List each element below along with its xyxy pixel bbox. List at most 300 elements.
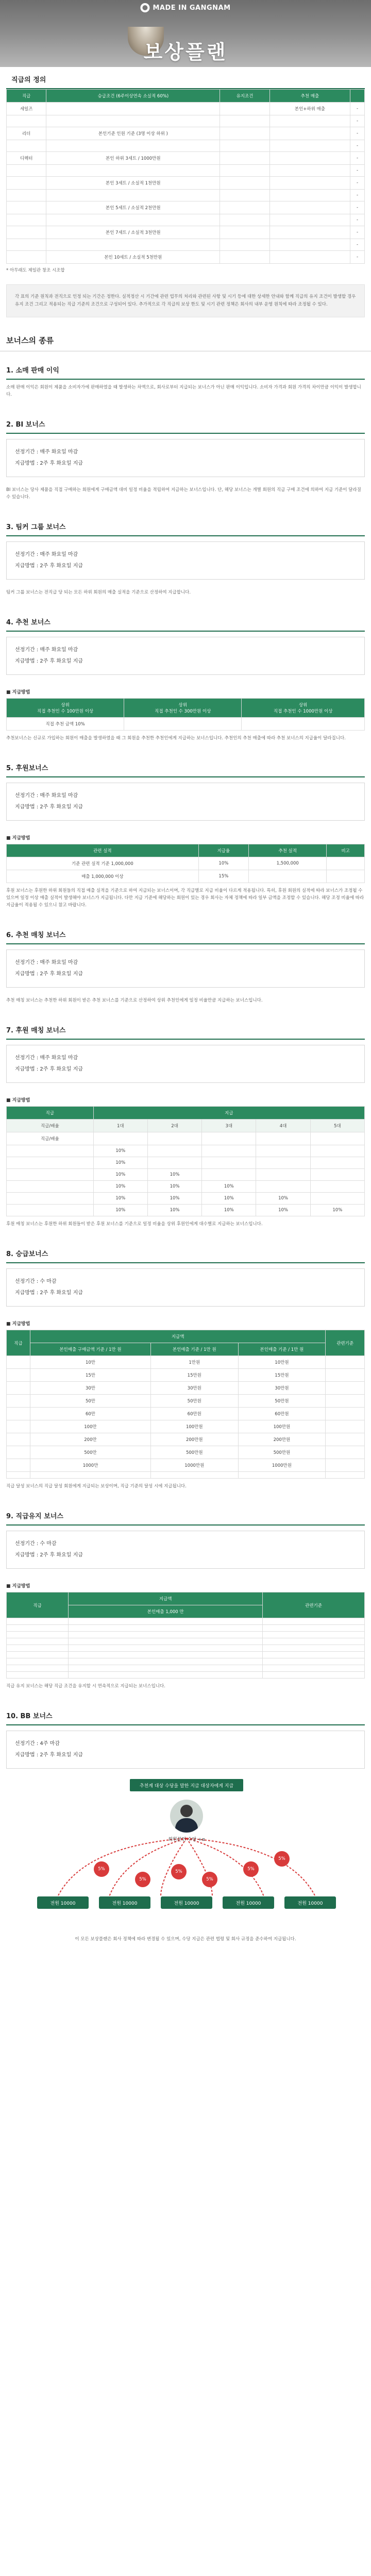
bonus2-cond-1: 선정기간 : 매주 화요일 마감 [15, 449, 78, 455]
keep-desc: 직급 유지 보너스는 해당 직급 조건을 유지할 시 연속적으로 지급되는 보너스입니다. [6, 1684, 165, 1689]
keep-cell [69, 1638, 263, 1645]
pct-badge-5: 5% [243, 1861, 259, 1877]
table-row [7, 152, 365, 165]
keep-cell [263, 1658, 365, 1665]
bonus4-conditions [6, 637, 365, 675]
match-col-3: 3대 [202, 1120, 256, 1132]
rank-cell [220, 239, 269, 251]
bonus4-title: 4. 추천 보너스 [6, 619, 50, 626]
referral-cell [242, 718, 365, 731]
table-row [7, 1652, 365, 1658]
promo-cell: 60만원 [150, 1408, 238, 1420]
promo-cell: 10만 [30, 1356, 151, 1369]
bonus5-cond-1: 선정기간 : 매주 화요일 마감 [15, 793, 78, 799]
table-row [7, 239, 365, 251]
table-row [7, 1618, 365, 1625]
bonus6-title: 6. 추천 매칭 보너스 [6, 931, 66, 939]
rank-cell: - [350, 165, 365, 177]
promo-cell [326, 1472, 365, 1479]
keep-cell [69, 1672, 263, 1679]
rank-note: * 아무래도 제일관 창조 시조합 [6, 268, 65, 273]
match-group-2: 지급 [93, 1107, 364, 1120]
sponsor-col-3: 비고 [327, 844, 365, 857]
promo-cell: 15만원 [238, 1369, 326, 1382]
rank-col-4 [350, 90, 365, 103]
referral-table-head: ■ 지급방법 [6, 690, 30, 695]
table-row [7, 857, 365, 870]
promo-cell [326, 1459, 365, 1472]
diagram-node-1: 전원 10000 [37, 1896, 89, 1909]
match-cell [147, 1145, 201, 1157]
table-row [7, 1459, 365, 1472]
rank-cell [269, 177, 350, 190]
match-cell [7, 1181, 94, 1193]
keep-cell [7, 1625, 69, 1632]
match-cell: 10% [256, 1193, 310, 1205]
promo-cell: 50만 [30, 1395, 151, 1408]
keep-cell [263, 1618, 365, 1625]
promo-cell [326, 1382, 365, 1395]
rank-cell: 본인+하위 매출 [269, 103, 350, 115]
bonus5-divider [6, 776, 365, 777]
promo-cell: 30만원 [150, 1382, 238, 1395]
promo-cell [7, 1356, 30, 1369]
bonus2-cond-2: 지급방법 : 2주 후 화요일 지급 [15, 461, 83, 466]
bonus10-title: 10. BB 보너스 [6, 1713, 53, 1720]
promo-col-basis: 관련기준 [326, 1330, 365, 1356]
rank-col-1: 승급조건 (6주이상연속 소실적 60%) [46, 90, 220, 103]
rank-cell: - [350, 127, 365, 140]
promo-cell: 15만원 [150, 1369, 238, 1382]
match-cell: 10% [93, 1145, 147, 1157]
promo-group-label: 지급액 [30, 1330, 326, 1343]
rank-cell [220, 152, 269, 165]
match-cell: 10% [202, 1181, 256, 1193]
keep-cell [69, 1632, 263, 1638]
keep-cell [263, 1645, 365, 1652]
promo-cell: 60만원 [238, 1408, 326, 1420]
table-row [7, 1420, 365, 1433]
rank-cell [7, 214, 46, 226]
keep-sub-label: 본인매출 1,000 만 [69, 1605, 263, 1618]
bonus9-title: 9. 직급유지 보너스 [6, 1513, 63, 1520]
keep-cell [263, 1652, 365, 1658]
promo-cell: 1000만 [30, 1459, 151, 1472]
promo-cell: 100만 [30, 1420, 151, 1433]
table-row [7, 165, 365, 177]
member-avatar [170, 1800, 203, 1833]
match-cell: 10% [93, 1205, 147, 1216]
sponsor-table [6, 844, 365, 883]
table-row [7, 1408, 365, 1420]
promo-cell [326, 1420, 365, 1433]
rank-cell: 본인 3세트 / 소실적 1천만원 [46, 177, 220, 190]
match-cell [310, 1181, 364, 1193]
bonus4-cond-1: 선정기간 : 매주 화요일 마감 [15, 647, 78, 653]
keep-table [6, 1592, 365, 1679]
rank-cell [269, 190, 350, 201]
bonus3-cond-2: 지급방법 : 2주 후 화요일 지급 [15, 563, 83, 569]
match-cell [310, 1193, 364, 1205]
promo-cell: 100만원 [238, 1420, 326, 1433]
match-col-0: 직급/배율 [7, 1120, 94, 1132]
rank-cell: 본인 7세트 / 소실적 3천만원 [46, 226, 220, 239]
match-col-1: 1대 [93, 1120, 147, 1132]
match-cell: 10% [93, 1169, 147, 1181]
bonus10-divider [6, 1724, 365, 1725]
match-cell [7, 1205, 94, 1216]
promo-cell: 10만원 [238, 1356, 326, 1369]
keep-table-head: ■ 지급방법 [6, 1584, 30, 1589]
rank-cell [220, 226, 269, 239]
bonus3-conditions [6, 541, 365, 580]
promo-cell: 50만원 [150, 1395, 238, 1408]
keep-cell [263, 1672, 365, 1679]
promo-cell: 200만 [30, 1433, 151, 1446]
rank-cell: - [350, 152, 365, 165]
table-row [7, 190, 365, 201]
bonus9-cond-2: 지급방법 : 2주 후 화요일 지급 [15, 1552, 83, 1558]
sponsor-cell: 10% [198, 857, 248, 870]
rank-cell [220, 177, 269, 190]
keep-cell [7, 1618, 69, 1625]
sponsor-cell: 15% [198, 870, 248, 883]
table-row [7, 1132, 365, 1145]
promo-col-3: 본인매출 기준 / 1만 원 [238, 1343, 326, 1356]
rank-cell [220, 251, 269, 264]
referral-col-1: 상위 직접 추천인 수 300만원 이상 [124, 699, 242, 718]
bb-bonus-diagram [6, 1774, 365, 1928]
keep-cell [69, 1652, 263, 1658]
table-row [7, 1472, 365, 1479]
page-title: 보상플랜 [143, 41, 228, 63]
rank-cell [7, 140, 46, 152]
match-cell [147, 1157, 201, 1169]
brand-logo-icon [140, 3, 149, 12]
rank-cell [46, 239, 220, 251]
bonus8-cond-1: 선정기간 : 수 마감 [15, 1279, 57, 1284]
bonus7-cond-2: 지급방법 : 2주 후 화요일 지급 [15, 1066, 83, 1072]
match-cell [310, 1157, 364, 1169]
bonus9-cond-1: 선정기간 : 수 마감 [15, 1541, 57, 1547]
table-row [7, 1193, 365, 1205]
promo-cell: 30만 [30, 1382, 151, 1395]
bonus6-cond-1: 선정기간 : 매주 화요일 마감 [15, 960, 78, 965]
diagram-center-label: 회원본인 수당 +α [168, 1837, 205, 1842]
match-col-4: 4대 [256, 1120, 310, 1132]
table-row [7, 226, 365, 239]
bonus1-desc: 소매 판매 이익은 회원이 제품을 소비자가에 판매하였을 때 발생하는 차액으로, 회사로부터 지급되는 보너스가 아닌 판매 이익입니다. 소비자 가격과 회원 가격의 차이만큼 이익이 발생합니다. [6, 385, 361, 397]
table-row [7, 140, 365, 152]
rank-table [6, 89, 365, 264]
pct-badge-6: 5% [274, 1851, 290, 1867]
pct-badge-3: 5% [171, 1864, 187, 1879]
match-desc: 후원 매칭 보너스는 후원한 하위 회원들이 받은 후원 보너스를 기준으로 일정 비율을 상위 후원인에게 대수별로 지급하는 보너스입니다. [6, 1222, 263, 1227]
keep-group-label: 지급액 [69, 1592, 263, 1605]
table-row [7, 718, 365, 731]
match-col-row [7, 1120, 365, 1132]
bonus10-cond-2: 지급방법 : 2주 후 화요일 지급 [15, 1752, 83, 1758]
table-row [7, 1169, 365, 1181]
bonus2-divider [6, 433, 365, 434]
bonus6-cond-2: 지급방법 : 2주 후 화요일 지급 [15, 971, 83, 977]
rank-cell: - [350, 177, 365, 190]
rank-cell [7, 190, 46, 201]
promo-cell: 1000만원 [150, 1459, 238, 1472]
brand-name: MADE IN GANGNAM [153, 4, 231, 12]
table-row [7, 251, 365, 264]
rank-cell [220, 214, 269, 226]
rank-cell: - [350, 226, 365, 239]
table-row [7, 1658, 365, 1665]
referral-desc: 추천보너스는 신규로 가입하는 회원이 매출을 발생하였을 때 그 회원을 추천한 추천인에게 지급하는 보너스입니다. 추천인의 추천 매출에 따라 추천 보너스의 지급율이 달라집니다. [6, 736, 346, 741]
match-cell: 직급/배율 [7, 1132, 94, 1145]
rank-cell [220, 103, 269, 115]
keep-cell [69, 1625, 263, 1632]
bonus8-title: 8. 승급보너스 [6, 1250, 48, 1258]
rank-cell [269, 140, 350, 152]
table-row [7, 177, 365, 190]
bonus5-conditions [6, 783, 365, 821]
keep-col-rank: 직급 [7, 1592, 69, 1618]
referral-cell [124, 718, 242, 731]
match-cell: 10% [147, 1181, 201, 1193]
rank-cell: 본인 하위 3세트 / 1000만원 [46, 152, 220, 165]
bonus2-desc: BI 보너스는 당사 제품을 직접 구매하는 회원에게 구매금액 대비 일정 비율을 적립하여 지급하는 보너스입니다. 단, 해당 보너스는 개별 회원의 직급 구매 조건에 의하여 지급 기준이 달라질 수 있습니다. [6, 487, 361, 500]
rank-cell [269, 251, 350, 264]
pct-badge-1: 5% [94, 1861, 109, 1877]
diagram-banner: 추천계 대상 수당을 말한 지급 대상자에게 지급 [130, 1779, 243, 1791]
promo-cell: 500만 [30, 1446, 151, 1459]
rank-cell: 본인 5세트 / 소실적 2천만원 [46, 201, 220, 214]
rank-cell: 디렉터 [7, 152, 46, 165]
match-cell [256, 1157, 310, 1169]
match-cell: 10% [147, 1193, 201, 1205]
promo-cell [30, 1472, 151, 1479]
rank-cell: - [350, 214, 365, 226]
diagram-node-4: 전원 10000 [223, 1896, 274, 1909]
rank-cell [46, 214, 220, 226]
bonus1-title: 1. 소매 판매 이익 [6, 367, 59, 375]
referral-col-2: 상위 직접 추천인 수 1000만원 이상 [242, 699, 365, 718]
rank-cell [269, 127, 350, 140]
table-row [7, 1356, 365, 1369]
keep-cell [263, 1665, 365, 1672]
rank-cell [7, 251, 46, 264]
table-row [7, 1638, 365, 1645]
promo-cell: 50만원 [238, 1395, 326, 1408]
keep-col-basis: 관련기준 [263, 1592, 365, 1618]
bonus7-title: 7. 후원 매칭 보너스 [6, 1027, 66, 1035]
promo-cell [7, 1420, 30, 1433]
promo-cell: 200만원 [150, 1433, 238, 1446]
pct-badge-4: 5% [202, 1872, 217, 1887]
promo-cell [7, 1408, 30, 1420]
table-row [7, 103, 365, 115]
info-panel: 각 표의 기준 원칙과 전직으로 인정 되는 기간은 정한다. 실적정산 시 기간에 관련 업무의 처리와 관련된 사항 및 시기 등에 대한 상세한 안내와 함께 직급의 유지 조건이 발생할 경우 유지 조건 그리고 적용되는 직급 기준의 조건으로 구성되어 있다. 추가적으로 각 직급의 보상 한도 및 시기 관련 정책은 회사의 내부 운영 원칙에 따라 조정될 수 있다. [6, 284, 365, 317]
bonus5-cond-2: 지급방법 : 2주 후 화요일 지급 [15, 804, 83, 810]
bonus2-title: 2. BI 보너스 [6, 421, 45, 429]
match-cell [202, 1157, 256, 1169]
keep-cell [7, 1632, 69, 1638]
rank-cell [7, 239, 46, 251]
table-row [7, 1665, 365, 1672]
table-row [7, 1632, 365, 1638]
referral-table [6, 698, 365, 731]
bonus6-desc: 추천 매칭 보너스는 추천한 하위 회원이 받은 추천 보너스를 기준으로 산정하여 상위 추천인에게 일정 비율만큼 지급하는 보너스입니다. [6, 998, 263, 1003]
match-cell [147, 1132, 201, 1145]
match-table-head: ■ 지급방법 [6, 1098, 30, 1103]
bonus3-desc: 팀커 그룹 보너스는 전직급 당 되는 모든 하위 회원의 매출 실적을 기준으로 산정하여 지급합니다. [6, 590, 191, 595]
promo-cell [7, 1446, 30, 1459]
keep-cell [7, 1638, 69, 1645]
sponsor-cell: 매출 1,000,000 이상 [7, 870, 199, 883]
promo-cell [238, 1472, 326, 1479]
bonus-types-title: 보너스의 종류 [0, 323, 371, 351]
promo-cell [326, 1433, 365, 1446]
rank-cell: 본인기준 인원 기준 (3명 이상 하위 ) [46, 127, 220, 140]
promo-cell [7, 1433, 30, 1446]
table-row [7, 201, 365, 214]
bonus3-cond-1: 선정기간 : 매주 화요일 마감 [15, 552, 78, 557]
table-row [7, 870, 365, 883]
table-row [7, 115, 365, 127]
match-cell: 10% [147, 1205, 201, 1216]
match-cell [93, 1132, 147, 1145]
match-table [6, 1106, 365, 1216]
bonus6-divider [6, 943, 365, 944]
bonus7-cond-1: 선정기간 : 매주 화요일 마감 [15, 1055, 78, 1061]
keep-cell [7, 1652, 69, 1658]
match-col-5: 5대 [310, 1120, 364, 1132]
promo-cell [326, 1408, 365, 1420]
pct-badge-2: 5% [135, 1872, 150, 1887]
table-row [7, 214, 365, 226]
promo-col-rank: 직급 [7, 1330, 30, 1356]
table-row [7, 1446, 365, 1459]
promo-cell: 30만원 [238, 1382, 326, 1395]
match-cell: 10% [93, 1193, 147, 1205]
rank-cell: 리더 [7, 127, 46, 140]
sponsor-cell [249, 870, 327, 883]
promo-table [6, 1330, 365, 1479]
rank-cell [220, 140, 269, 152]
footer-note: 이 모든 보상플랜은 회사 정책에 따라 변경될 수 있으며, 수당 지급은 관련 법령 및 회사 규정을 준수하여 지급됩니다. [75, 1937, 296, 1942]
promo-cell [7, 1382, 30, 1395]
sponsor-col-0: 관련 실적 [7, 844, 199, 857]
rank-cell: - [350, 103, 365, 115]
bonus5-title: 5. 후원보너스 [6, 765, 48, 772]
match-cell [256, 1169, 310, 1181]
rank-col-0: 직급 [7, 90, 46, 103]
diagram-node-3: 전원 10000 [161, 1896, 212, 1909]
keep-cell [7, 1672, 69, 1679]
match-cell [7, 1193, 94, 1205]
promo-cell [326, 1356, 365, 1369]
bonus9-conditions [6, 1531, 365, 1569]
keep-cell [263, 1625, 365, 1632]
keep-cell [7, 1645, 69, 1652]
rank-cell [220, 115, 269, 127]
brand-logo [140, 3, 230, 12]
promo-col-2: 본인매출 기준 / 1만 원 [150, 1343, 238, 1356]
table-row [7, 1382, 365, 1395]
referral-cell: 직접 추천 금액 10% [7, 718, 124, 731]
sponsor-col-1: 지급율 [198, 844, 248, 857]
promo-cell: 15만 [30, 1369, 151, 1382]
promo-cell: 200만원 [238, 1433, 326, 1446]
bonus-list [0, 351, 371, 675]
sponsor-table-head: ■ 지급방법 [6, 836, 30, 841]
promo-desc: 직급 달성 보너스의 직급 달성 회원에게 지급되는 보상이며, 직급 기준의 달성 시에 지급됩니다. [6, 1484, 187, 1489]
sponsor-cell [327, 870, 365, 883]
rank-cell: - [350, 239, 365, 251]
match-cell [202, 1169, 256, 1181]
bonus8-divider [6, 1262, 365, 1263]
keep-cell [7, 1665, 69, 1672]
sponsor-col-2: 추천 실적 [249, 844, 327, 857]
rank-cell [46, 115, 220, 127]
rank-cell [220, 127, 269, 140]
promo-cell [7, 1472, 30, 1479]
promo-cell [326, 1446, 365, 1459]
promo-col-1: 본인매출 구매금액 기준 / 1만 원 [30, 1343, 151, 1356]
diagram-node-2: 전원 10000 [99, 1896, 150, 1909]
promo-cell: 500만원 [238, 1446, 326, 1459]
match-cell [310, 1132, 364, 1145]
table-row [7, 127, 365, 140]
sponsor-cell: 1,500,000 [249, 857, 327, 870]
promo-cell [7, 1395, 30, 1408]
bonus8-conditions [6, 1268, 365, 1307]
bonus4-divider [6, 631, 365, 632]
rank-col-2: 유지조건 [220, 90, 269, 103]
match-cell: 10% [93, 1157, 147, 1169]
rank-cell [7, 226, 46, 239]
rank-cell: - [350, 251, 365, 264]
match-cell [256, 1145, 310, 1157]
promo-cell [7, 1459, 30, 1472]
bonus3-title: 3. 팀커 그룹 보너스 [6, 523, 66, 531]
rank-cell [7, 201, 46, 214]
match-cell: 10% [256, 1205, 310, 1216]
rank-cell [7, 165, 46, 177]
hero-banner [0, 0, 371, 67]
bonus8-cond-2: 지급방법 : 2주 후 화요일 지급 [15, 1290, 83, 1296]
rank-cell [7, 177, 46, 190]
match-group-1: 직급 [7, 1107, 94, 1120]
keep-cell [69, 1645, 263, 1652]
promo-table-head: ■ 지급방법 [6, 1321, 30, 1327]
rank-cell: - [350, 140, 365, 152]
bonus7-divider [6, 1039, 365, 1040]
keep-cell [69, 1665, 263, 1672]
rank-cell [269, 239, 350, 251]
bonus10-conditions [6, 1731, 365, 1769]
rank-cell [46, 103, 220, 115]
table-row [7, 1645, 365, 1652]
promo-cell: 100만원 [150, 1420, 238, 1433]
promo-cell: 60만 [30, 1408, 151, 1420]
table-row [7, 1625, 365, 1632]
rank-cell [220, 201, 269, 214]
bonus2-conditions [6, 439, 365, 477]
table-row [7, 1181, 365, 1193]
match-cell [256, 1132, 310, 1145]
promo-cell [326, 1369, 365, 1382]
match-cell: 10% [147, 1169, 201, 1181]
table-row [7, 1205, 365, 1216]
